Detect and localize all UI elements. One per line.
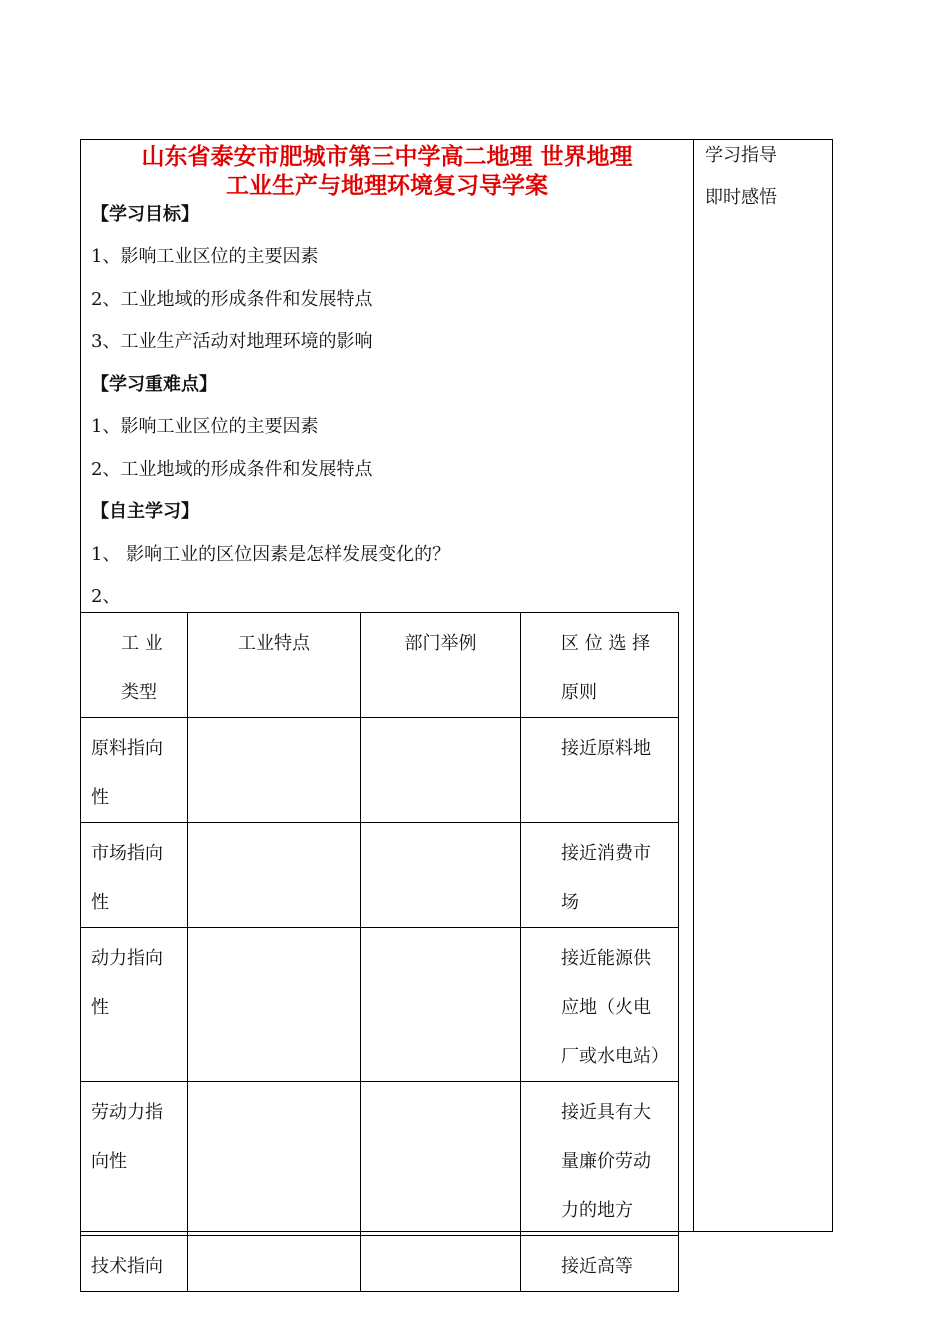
feature-cell (188, 1082, 361, 1236)
key-point-item-2: 2、工业地域的形成条件和发展特点 (91, 459, 373, 480)
industry-type-cell: 动力指向性 (81, 928, 188, 1082)
table-row (81, 718, 679, 823)
table-row (81, 928, 679, 1082)
industry-location-table (80, 612, 679, 1292)
title-line-2: 工业生产与地理环境复习导学案 (226, 172, 548, 199)
table-row (81, 1082, 679, 1236)
self-study-heading: 【自主学习】 (91, 501, 199, 522)
header-location-principle: 区 位 选 择 原则 (521, 613, 679, 718)
objective-item-2: 2、工业地域的形成条件和发展特点 (91, 289, 373, 310)
principle-cell: 接近原料地 (521, 718, 679, 823)
objective-item-3: 3、工业生产活动对地理环境的影响 (91, 331, 373, 352)
key-points-heading: 【学习重难点】 (91, 374, 217, 395)
self-study-question-2: 2、 (91, 586, 121, 607)
feature-cell (188, 1236, 361, 1292)
industry-type-cell: 劳动力指向性 (81, 1082, 188, 1236)
example-cell (361, 1082, 521, 1236)
key-point-item-1: 1、影响工业区位的主要因素 (91, 416, 319, 437)
principle-cell: 接近能源供应地（火电厂或水电站） (521, 928, 679, 1082)
self-study-question-1: 1、 影响工业的区位因素是怎样发展变化的？ (91, 544, 451, 565)
header-industry-type: 工 业 类型 (81, 613, 188, 718)
column-divider (693, 139, 694, 1232)
example-cell (361, 928, 521, 1082)
sidebar-guide-label: 学习指导 (705, 145, 777, 166)
header-industry-feature: 工业特点 (188, 613, 361, 718)
industry-type-cell: 原料指向性 (81, 718, 188, 823)
document-title (82, 142, 692, 200)
principle-cell: 接近消费市场 (521, 823, 679, 928)
industry-type-cell: 技术指向 (81, 1236, 188, 1292)
title-line-1: 山东省泰安市肥城市第三中学高二地理 世界地理 (141, 143, 633, 170)
feature-cell (188, 718, 361, 823)
industry-type-cell: 市场指向性 (81, 823, 188, 928)
principle-cell: 接近高等 (521, 1236, 679, 1292)
feature-cell (188, 928, 361, 1082)
objectives-heading: 【学习目标】 (91, 204, 199, 225)
feature-cell (188, 823, 361, 928)
table-header-row (81, 613, 679, 718)
example-cell (361, 718, 521, 823)
example-cell (361, 823, 521, 928)
table-row (81, 823, 679, 928)
table-row (81, 1236, 679, 1292)
sidebar-reflection-label: 即时感悟 (705, 187, 777, 208)
objective-item-1: 1、影响工业区位的主要因素 (91, 246, 319, 267)
principle-cell: 接近具有大量廉价劳动力的地方 (521, 1082, 679, 1236)
header-sector-example: 部门举例 (361, 613, 521, 718)
example-cell (361, 1236, 521, 1292)
